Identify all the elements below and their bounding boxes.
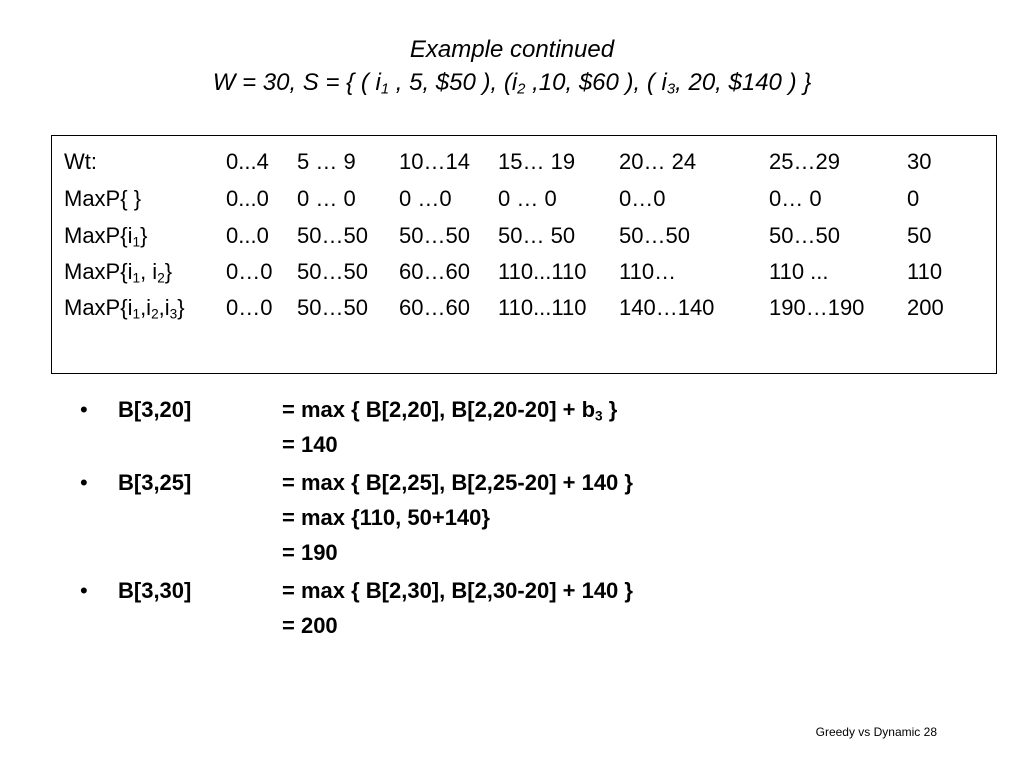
row-label-text: Wt: xyxy=(64,149,97,174)
table-cell: 0...0 xyxy=(226,223,269,248)
table-row xyxy=(52,181,998,217)
equation-text: = max { B[2,25], B[2,25-20] + 140 } xyxy=(282,470,633,495)
title-subscript: 2 xyxy=(517,81,526,98)
row-label xyxy=(64,218,147,254)
bullet-equation-line xyxy=(282,574,633,608)
table-cell: 0 … 0 xyxy=(297,186,356,211)
equation-text: = max {110, 50+140} xyxy=(282,505,490,530)
table-cell: 0 …0 xyxy=(399,186,452,211)
bullet-dot: • xyxy=(80,470,88,495)
table-cell: 50… 50 xyxy=(498,223,576,248)
equation-text: } xyxy=(602,397,618,422)
maxp-table xyxy=(51,135,997,374)
row-label-text: ,i xyxy=(158,295,170,320)
table-cell: 30 xyxy=(907,149,932,174)
table-cell: 0… 0 xyxy=(769,186,822,211)
equation-text: = 140 xyxy=(282,432,338,457)
row-label-text: MaxP{i xyxy=(64,295,133,320)
row-label-text: , i xyxy=(140,259,158,284)
row-label-text: } xyxy=(177,295,185,320)
table-cell: 140…140 xyxy=(619,295,715,320)
row-label-subscript: 2 xyxy=(151,306,159,322)
row-label xyxy=(64,144,97,180)
bullet-dot: • xyxy=(80,397,88,422)
table-cell: 0…0 xyxy=(226,295,273,320)
table-cell: 20… 24 xyxy=(619,149,697,174)
row-label-text: } xyxy=(164,259,173,284)
table-cell: 110 ... xyxy=(769,259,829,284)
table-cell: 50…50 xyxy=(297,295,368,320)
table-cell: 60…60 xyxy=(399,259,470,284)
title-text: ,10, $60 ), ( i xyxy=(525,69,667,96)
bullet-equation-line xyxy=(282,466,633,500)
row-label-subscript: 2 xyxy=(157,270,165,286)
table-cell: 25…29 xyxy=(769,149,840,174)
table-cell: 60…60 xyxy=(399,295,470,320)
title-text: , 20, $140 ) } xyxy=(675,69,812,96)
table-cell: 10…14 xyxy=(399,149,470,174)
row-label xyxy=(64,254,172,290)
bullet-equation-line xyxy=(282,428,338,462)
row-label-subscript: 3 xyxy=(169,306,178,322)
table-cell: 50…50 xyxy=(619,223,690,248)
row-label-text: MaxP{ } xyxy=(64,186,142,211)
row-label-text: MaxP{i xyxy=(64,259,133,284)
title-subscript: 1 xyxy=(380,81,390,98)
row-label-text: MaxP{i xyxy=(64,223,133,248)
table-cell: 0...4 xyxy=(226,149,269,174)
bullet-label: B[3,25] xyxy=(118,470,192,495)
bullet-dot: • xyxy=(80,578,88,603)
table-cell: 50 xyxy=(907,223,932,248)
table-cell: 0...0 xyxy=(226,186,269,211)
title-text: , 5, $50 ), (i xyxy=(389,69,518,96)
table-cell: 0 xyxy=(907,186,920,211)
bullet-equation-line xyxy=(282,609,338,643)
table-row xyxy=(52,144,998,180)
table-row xyxy=(52,218,998,254)
equation-text: = max { B[2,20], B[2,20-20] + b xyxy=(282,397,596,422)
row-label-subscript: 1 xyxy=(132,270,141,286)
slide-footer: Greedy vs Dynamic 28 xyxy=(815,725,937,739)
row-label xyxy=(64,181,141,217)
table-cell: 200 xyxy=(907,295,944,320)
table-cell: 50…50 xyxy=(399,223,470,248)
table-cell: 190…190 xyxy=(769,295,865,320)
table-cell: 110...110 xyxy=(498,295,587,320)
title-text: W = 30, S = { ( i xyxy=(212,69,381,96)
row-label-text: } xyxy=(140,223,148,248)
table-cell: 110… xyxy=(619,259,677,284)
table-cell: 0 … 0 xyxy=(498,186,557,211)
bullet-equation-line xyxy=(282,393,617,427)
row-label-subscript: 1 xyxy=(132,306,141,322)
equation-subscript: 3 xyxy=(595,408,603,424)
table-cell: 110 xyxy=(907,259,943,284)
row-label-subscript: 1 xyxy=(132,234,141,250)
table-cell: 50…50 xyxy=(769,223,840,248)
bullet-equation-line xyxy=(282,536,338,570)
table-row xyxy=(52,290,998,326)
title-line-1: Example continued xyxy=(409,36,615,63)
table-cell: 0…0 xyxy=(226,259,273,284)
equation-text: = max { B[2,30], B[2,30-20] + 140 } xyxy=(282,578,633,603)
table-cell: 15… 19 xyxy=(498,149,576,174)
equation-text: = 200 xyxy=(282,613,338,638)
bullet-label: B[3,30] xyxy=(118,578,192,603)
table-cell: 0…0 xyxy=(619,186,666,211)
title-subscript: 3 xyxy=(666,81,676,98)
equation-text: = 190 xyxy=(282,540,338,565)
table-cell: 50…50 xyxy=(297,259,368,284)
table-cell: 50…50 xyxy=(297,223,368,248)
table-row xyxy=(52,254,998,290)
table-cell: 110...110 xyxy=(498,259,587,284)
row-label xyxy=(64,290,185,326)
title-line-2 xyxy=(0,66,1024,99)
row-label-text: ,i xyxy=(140,295,152,320)
bullet-equation-line xyxy=(282,501,490,535)
slide-title xyxy=(0,33,1024,99)
bullet-label: B[3,20] xyxy=(118,397,192,422)
table-cell: 5 … 9 xyxy=(297,149,356,174)
